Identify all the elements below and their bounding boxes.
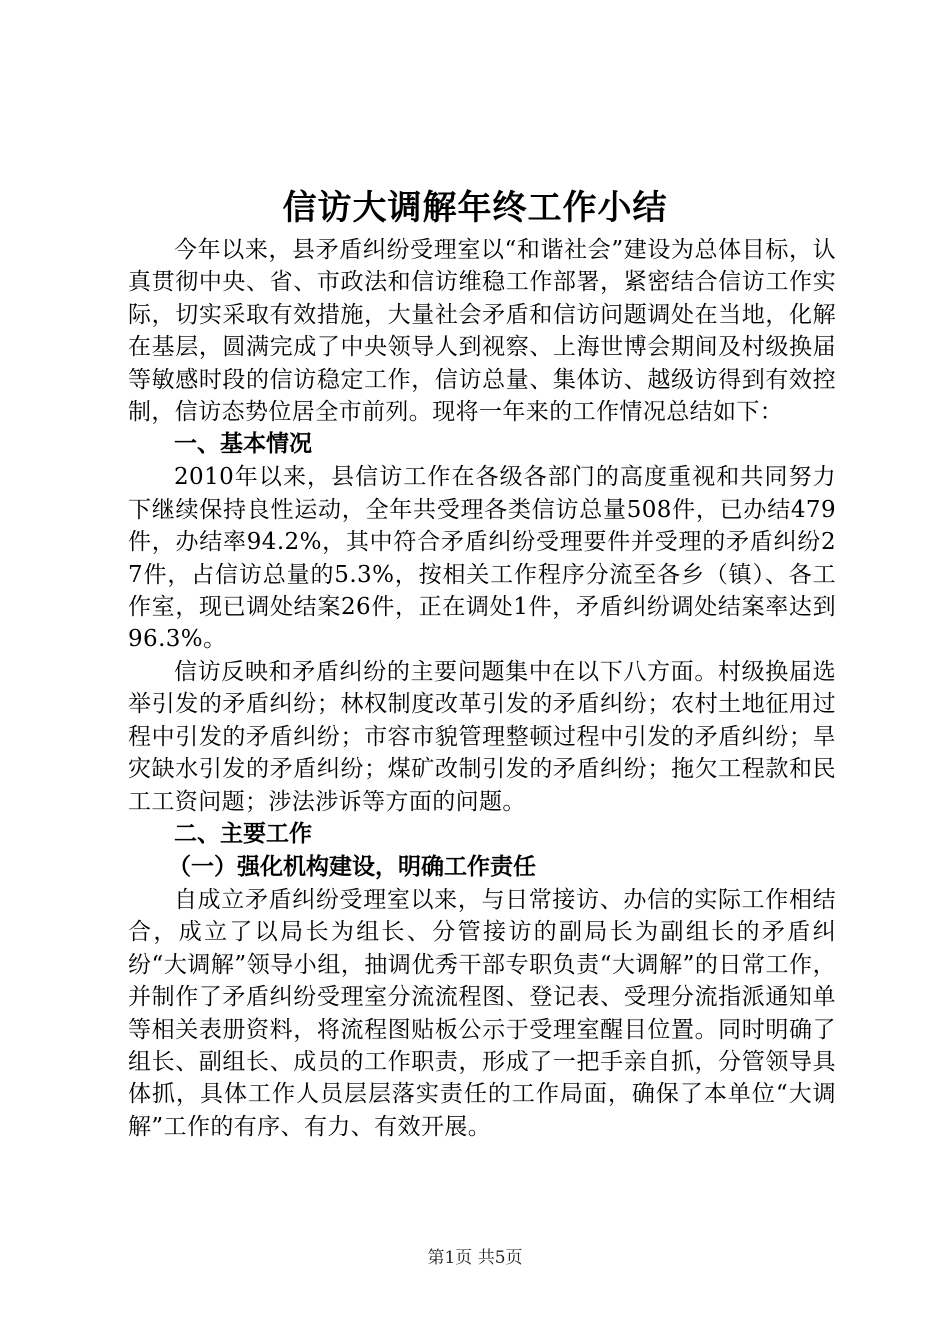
- section1-heading: 一、基本情况: [174, 431, 312, 458]
- page-footer: 第1页 共5页: [427, 1248, 523, 1268]
- section1-paragraph-2: 信访反映和矛盾纠纷的主要问题集中在以下八方面。村级换届选举引发的矛盾纠纷；林权制度改革引发的矛盾纠纷；农村土地征用过程中引发的矛盾纠纷；市容市貌管理整顿过程中引发的矛盾纠纷；旱灾缺水引发的矛盾纠纷；煤矿改制引发的矛盾纠纷；拖欠工程款和民工工资问题；涉法涉诉等方面的问题。: [128, 658, 836, 815]
- document-body: [128, 234, 836, 1143]
- section1-paragraph-1: 2010年以来，县信访工作在各级各部门的高度重视和共同努力下继续保持良性运动，全年共受理各类信访总量508件，已办结479件，办结率94.2%，其中符合矛盾纠纷受理要件并受理的矛盾纠纷27件，占信访总量的5.3%，按相关工作程序分流至各乡（镇）、各工作室，现已调处结案26件，正在调处1件，矛盾纠纷调处结案率达到96.3%。: [128, 464, 836, 653]
- section2-subheading-1: （一）强化机构建设，明确工作责任: [168, 853, 536, 880]
- document-title: 信访大调解年终工作小结: [282, 188, 668, 228]
- section2-heading: 二、主要工作: [174, 820, 312, 847]
- section2-paragraph-1: 自成立矛盾纠纷受理室以来，与日常接访、办信的实际工作相结合，成立了以局长为组长、分管接访的副局长为副组长的矛盾纠纷“大调解”领导小组，抽调优秀干部专职负责“大调解”的日常工作，并制作了矛盾纠纷受理室分流流程图、登记表、受理分流指派通知单等相关表册资料，将流程图贴板公示于受理室醒目位置。同时明确了组长、副组长、成员的工作职责，形成了一把手亲自抓，分管领导具体抓，具体工作人员层层落实责任的工作局面，确保了本单位“大调解”工作的有序、有力、有效开展。: [128, 886, 836, 1140]
- intro-paragraph: 今年以来，县矛盾纠纷受理室以“和谐社会”建设为总体目标，认真贯彻中央、省、市政法和信访维稳工作部署，紧密结合信访工作实际，切实采取有效措施，大量社会矛盾和信访问题调处在当地，化解在基层，圆满完成了中央领导人到视察、上海世博会期间及村级换届等敏感时段的信访稳定工作，信访总量、集体访、越级访得到有效控制，信访态势位居全市前列。现将一年来的工作情况总结如下：: [128, 237, 836, 426]
